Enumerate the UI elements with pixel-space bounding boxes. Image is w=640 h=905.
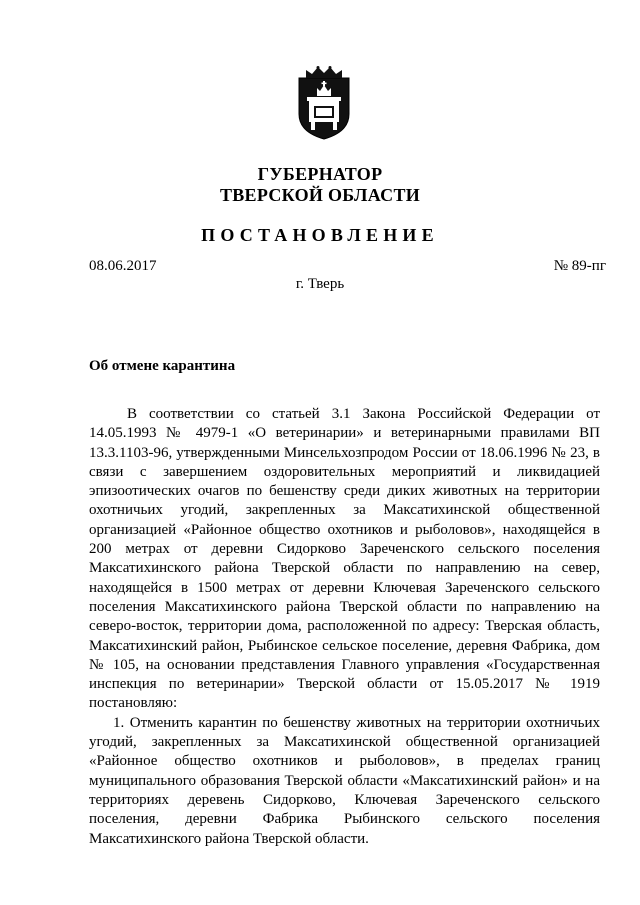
document-type: ПОСТАНОВЛЕНИЕ (201, 225, 439, 245)
coat-of-arms-emblem (294, 66, 354, 140)
document-date: 08.06.2017 (89, 258, 157, 274)
preamble-paragraph: В соответствии со статьей 3.1 Закона Российской Федерации от 14.05.1993 № 4979-1 «О ветеринарии» и ветеринарными правилами ВП 13.3.1103-96, утвержденными Минсельхозпродом России от 18.06.1996 № 23, в связи с завершением оздоровительных мероприятий и ликвидацией эпизоотических очагов по бешенству среди диких животных на территории охотничьих угодий, закрепленных за Максатихинской общественной организацией «Районное общество охотников и рыболовов», находящейся в 200 метрах от деревни Сидорково Зареченского сельского поселения Максатихинского района Тверской области по направлению на север, находящейся в 1500 метрах от деревни Ключевая Зареченского сельского поселения Максатихинского района Тверской области по направлению на северо-восток, территории дома, расположенной по адресу: Тверская область, Максатихинский район, Рыбинское сельское поселение, деревня Фабрика, дом № 105, на основании представления Главного управления «Государственная инспекция по ветеринарии» Тверской области от 15.05.2017 № 1919 постановляю: (89, 406, 600, 712)
issuer-region: ТВЕРСКОЙ ОБЛАСТИ (219, 185, 421, 205)
resolution-item-1: 1. Отменить карантин по бешенству животных на территории охотничьих угодий, закрепленных за Максатихинской общественной организацией «Районное общество охотников и рыболовов», в пределах границ муниципального образования Тверской области «Максатихинский район» и на территориях деревень Сидорково, Ключевая Зареченского сельского поселения, деревни Фабрика Рыбинского сельского поселения Максатихинского района Тверской области. (89, 714, 600, 847)
document-body (89, 405, 600, 849)
document-number: № 89-пг (553, 258, 606, 274)
issuer-title: ГУБЕРНАТОР (257, 164, 383, 184)
document-subject: Об отмене карантина (89, 358, 236, 374)
document-city: г. Тверь (295, 276, 345, 292)
